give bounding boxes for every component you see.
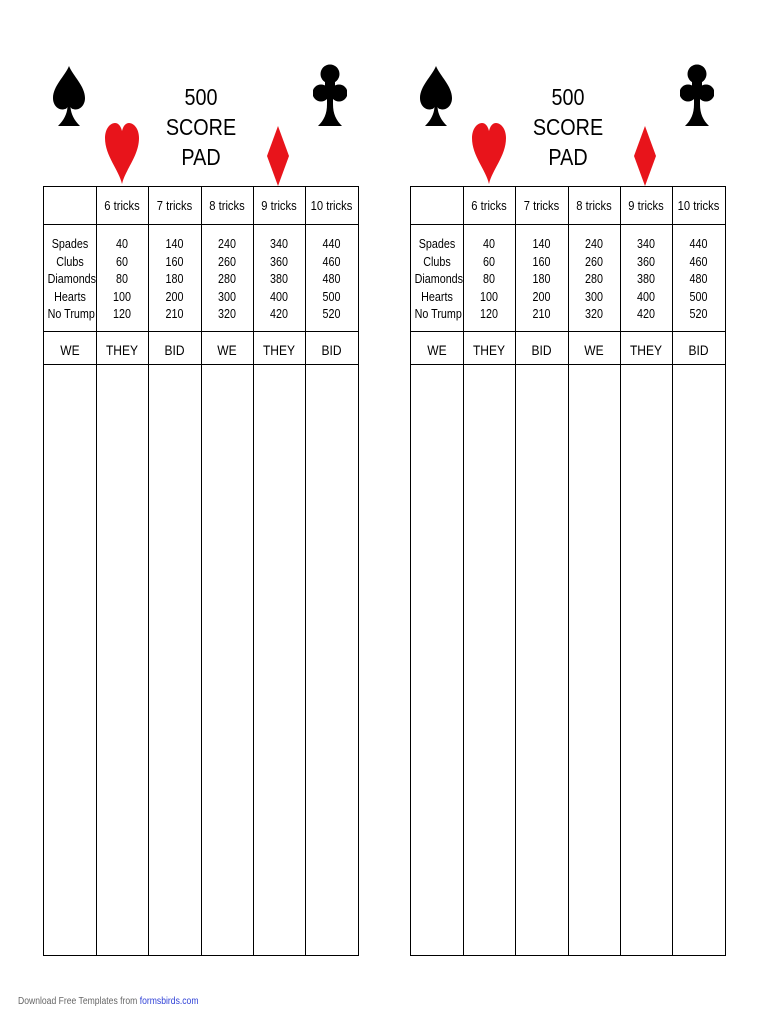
score-value: 100 xyxy=(480,289,498,304)
column-label-we: WE xyxy=(60,342,80,358)
score-value: 260 xyxy=(218,254,236,269)
tricks-header: 8 tricks xyxy=(576,198,612,213)
score-grid xyxy=(410,186,726,956)
suit-name: No Trump xyxy=(414,307,462,321)
score-value: 420 xyxy=(270,307,288,321)
score-value: 240 xyxy=(585,237,603,251)
heart-icon xyxy=(472,122,506,184)
column-label-they: THEY xyxy=(105,342,139,358)
score-value: 160 xyxy=(532,254,551,269)
grid-column-line xyxy=(515,187,516,955)
score-value: 80 xyxy=(483,272,495,286)
column-label-they: THEY xyxy=(472,342,506,358)
score-value: 380 xyxy=(637,272,655,286)
diamond-icon xyxy=(267,126,289,186)
club-icon xyxy=(313,64,347,128)
spade-icon xyxy=(420,66,452,128)
score-value: 440 xyxy=(689,237,708,251)
grid-column-line xyxy=(620,187,621,955)
score-pad-right xyxy=(410,0,726,1024)
score-value: 400 xyxy=(270,289,288,304)
score-value: 340 xyxy=(637,237,655,251)
score-value: 120 xyxy=(480,307,498,321)
score-value: 320 xyxy=(218,307,236,321)
title-line-500: 500 xyxy=(184,84,218,110)
footer-link[interactable]: formsbirds.com xyxy=(139,996,199,1007)
score-column-10-tricks xyxy=(309,236,355,324)
score-value: 40 xyxy=(116,237,128,251)
column-label-we: WE xyxy=(427,342,447,358)
suit-name: Hearts xyxy=(54,289,86,304)
column-label-bid: BID xyxy=(321,342,342,358)
score-value: 160 xyxy=(165,254,184,269)
title-line-500: 500 xyxy=(551,84,585,110)
footer-prefix: Download Free Templates from xyxy=(18,996,140,1007)
score-value: 420 xyxy=(637,307,655,321)
column-label-we: WE xyxy=(217,342,237,358)
score-value: 440 xyxy=(322,237,341,251)
suit-name: Spades xyxy=(51,237,89,251)
tricks-header: 6 tricks xyxy=(104,198,140,213)
score-value: 140 xyxy=(532,237,551,251)
score-value: 140 xyxy=(165,237,184,251)
suit-name: Hearts xyxy=(421,289,453,304)
score-value: 120 xyxy=(113,307,131,321)
score-column-6-tricks xyxy=(100,236,145,324)
score-value: 520 xyxy=(322,307,341,321)
score-value: 520 xyxy=(689,307,708,321)
score-value: 240 xyxy=(218,237,236,251)
score-value: 340 xyxy=(270,237,288,251)
score-value: 210 xyxy=(165,307,184,321)
column-label-we: WE xyxy=(584,342,604,358)
grid-column-line xyxy=(672,187,673,955)
score-value: 300 xyxy=(585,289,603,304)
tricks-header: 8 tricks xyxy=(209,198,245,213)
score-value: 400 xyxy=(637,289,655,304)
club-icon xyxy=(680,64,714,128)
suit-name: Spades xyxy=(418,237,456,251)
score-column-10-tricks xyxy=(676,236,722,324)
score-value: 100 xyxy=(113,289,131,304)
score-value: 260 xyxy=(585,254,603,269)
grid-column-line xyxy=(305,187,306,955)
score-value: 40 xyxy=(483,237,495,251)
score-value: 480 xyxy=(322,272,341,286)
title-line-pad: PAD xyxy=(548,144,588,170)
column-label-bid: BID xyxy=(531,342,552,358)
score-value: 180 xyxy=(165,272,184,286)
score-value: 380 xyxy=(270,272,288,286)
column-label-bid: BID xyxy=(688,342,709,358)
suit-names xyxy=(414,236,464,324)
pad-title xyxy=(151,82,251,172)
title-line-score: SCORE xyxy=(532,114,604,140)
score-column-9-tricks xyxy=(624,236,669,324)
score-value: 460 xyxy=(689,254,708,269)
suit-names xyxy=(47,236,97,324)
score-value: 60 xyxy=(483,254,495,269)
tricks-header: 10 tricks xyxy=(310,198,353,213)
grid-column-line xyxy=(148,187,149,955)
score-value: 360 xyxy=(270,254,288,269)
score-value: 460 xyxy=(322,254,341,269)
score-value: 280 xyxy=(585,272,603,286)
suit-name: Clubs xyxy=(56,254,84,269)
score-column-8-tricks xyxy=(205,236,250,324)
score-column-6-tricks xyxy=(467,236,512,324)
column-label-they: THEY xyxy=(629,342,663,358)
tricks-header: 10 tricks xyxy=(677,198,720,213)
score-value: 500 xyxy=(322,289,341,304)
score-column-7-tricks xyxy=(152,236,198,324)
title-line-pad: PAD xyxy=(181,144,221,170)
grid-column-line xyxy=(463,187,464,955)
title-line-score: SCORE xyxy=(165,114,237,140)
grid-column-line xyxy=(253,187,254,955)
suit-name: Clubs xyxy=(423,254,451,269)
score-grid xyxy=(43,186,359,956)
grid-column-line xyxy=(568,187,569,955)
score-value: 480 xyxy=(689,272,708,286)
score-value: 200 xyxy=(532,289,551,304)
heart-icon xyxy=(105,122,139,184)
tricks-header: 9 tricks xyxy=(261,198,297,213)
footer-credit xyxy=(18,996,199,1007)
suit-name: No Trump xyxy=(47,307,95,321)
score-column-7-tricks xyxy=(519,236,565,324)
score-value: 80 xyxy=(116,272,128,286)
score-value: 320 xyxy=(585,307,603,321)
suit-name: Diamonds xyxy=(47,272,97,286)
tricks-header: 9 tricks xyxy=(628,198,664,213)
tricks-header: 7 tricks xyxy=(523,198,560,213)
score-value: 300 xyxy=(218,289,236,304)
tricks-header: 6 tricks xyxy=(471,198,507,213)
score-value: 200 xyxy=(165,289,184,304)
score-value: 360 xyxy=(637,254,655,269)
score-value: 280 xyxy=(218,272,236,286)
score-value: 210 xyxy=(532,307,551,321)
score-pad-left xyxy=(43,0,359,1024)
tricks-header: 7 tricks xyxy=(156,198,193,213)
score-value: 60 xyxy=(116,254,128,269)
score-value: 180 xyxy=(532,272,551,286)
suit-name: Diamonds xyxy=(414,272,464,286)
score-column-8-tricks xyxy=(572,236,617,324)
grid-column-line xyxy=(96,187,97,955)
column-label-bid: BID xyxy=(164,342,185,358)
spade-icon xyxy=(53,66,85,128)
diamond-icon xyxy=(634,126,656,186)
pad-title xyxy=(518,82,618,172)
grid-column-line xyxy=(201,187,202,955)
column-label-they: THEY xyxy=(262,342,296,358)
score-column-9-tricks xyxy=(257,236,302,324)
score-value: 500 xyxy=(689,289,708,304)
